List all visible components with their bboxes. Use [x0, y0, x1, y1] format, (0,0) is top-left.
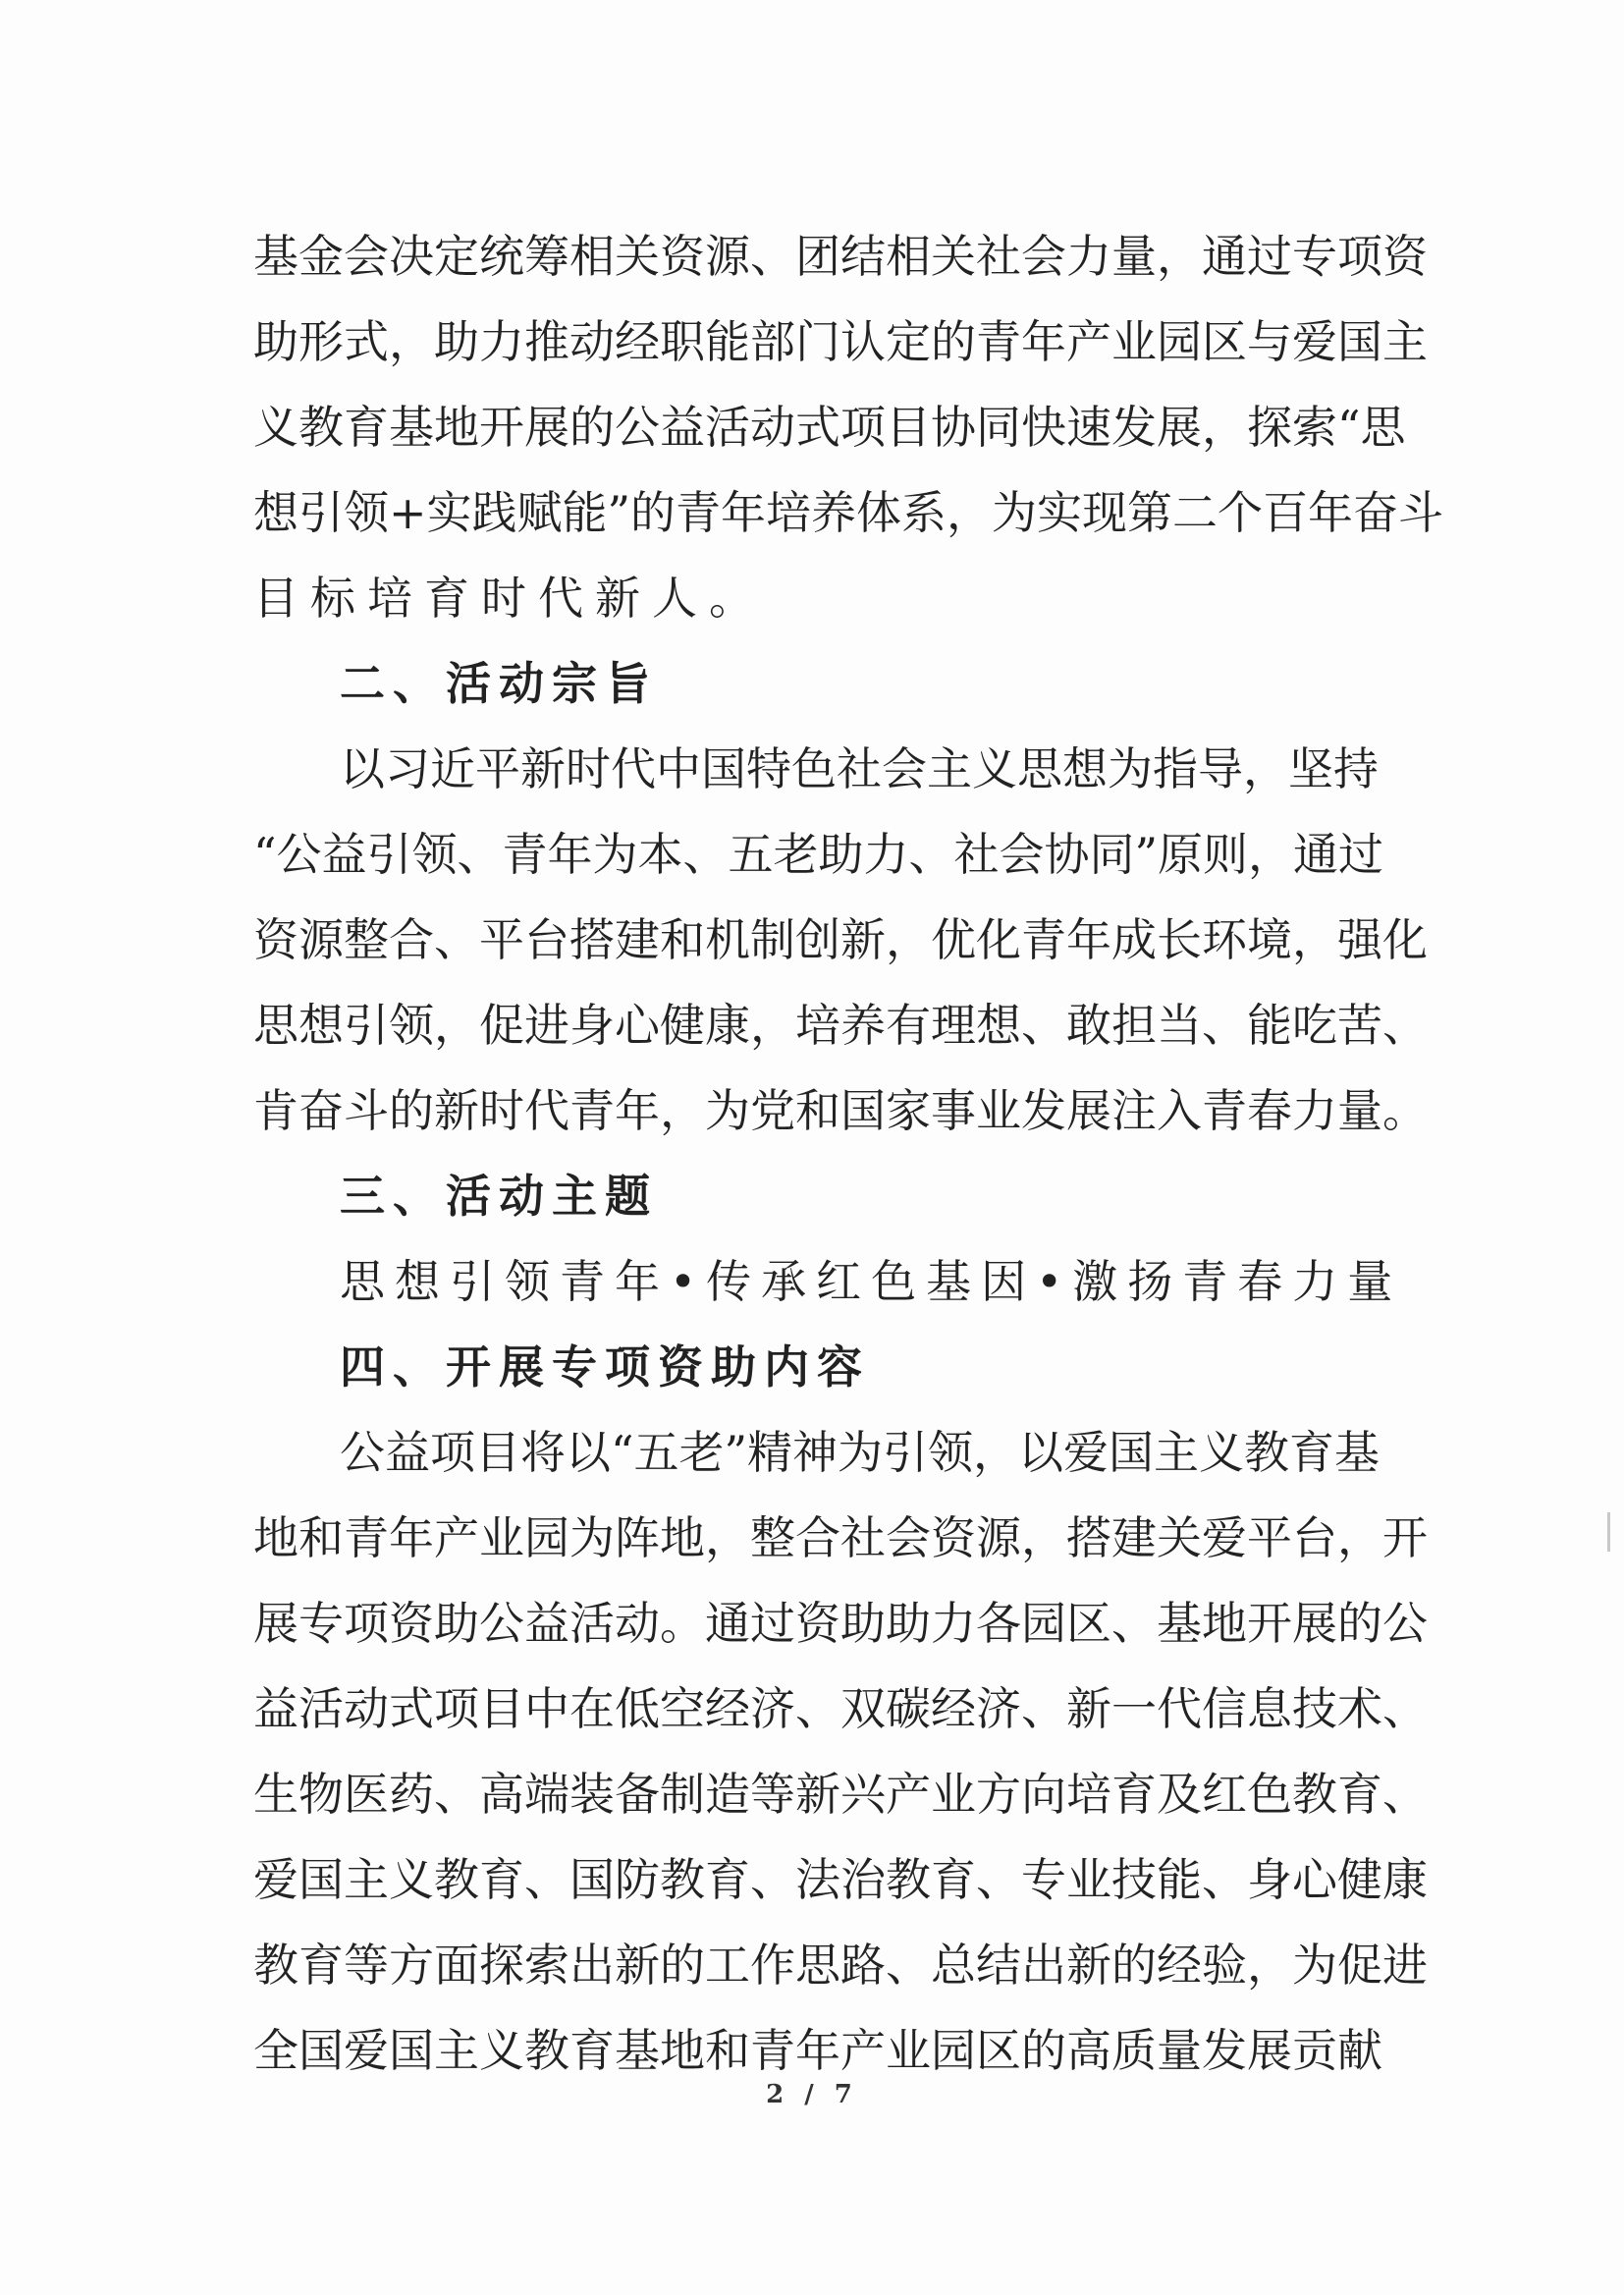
- text-line: 目标培育时代新人。: [253, 572, 766, 625]
- section-heading-funding-content: 四、开展专项资助内容: [340, 1340, 870, 1393]
- text-line: 全国爱国主义教育基地和青年产业园区的高质量发展贡献: [253, 2024, 1382, 2077]
- text-line: 想引领+实践赋能”的青年培养体系，为实现第二个百年奋斗: [253, 486, 1444, 539]
- scan-edge-mark: [1607, 1512, 1610, 1552]
- text-line: “公益引领、青年为本、五老助力、社会协同”原则，通过: [253, 828, 1384, 881]
- document-body: [253, 214, 1444, 2094]
- activity-theme: 思想引领青年•传承红色基因•激扬青春力量: [340, 1255, 1403, 1308]
- page-number: 2 / 7: [766, 2080, 858, 2109]
- text-line: 以习近平新时代中国特色社会主义思想为指导，坚持: [340, 742, 1379, 795]
- text-line: 益活动式项目中在低空经济、双碳经济、新一代信息技术、: [253, 1682, 1428, 1735]
- text-line: 展专项资助公益活动。通过资助助力各园区、基地开展的公: [253, 1597, 1428, 1650]
- text-line: 公益项目将以“五老”精神为引领，以爱国主义教育基: [340, 1426, 1380, 1479]
- section-heading-theme: 三、活动主题: [340, 1170, 658, 1223]
- text-line: 资源整合、平台搭建和机制创新，优化青年成长环境，强化: [253, 913, 1428, 966]
- text-line: 义教育基地开展的公益活动式项目协同快速发展，探索“思: [253, 401, 1406, 454]
- text-line: 思想引领，促进身心健康，培养有理想、敢担当、能吃苦、: [253, 999, 1428, 1052]
- text-line: 爱国主义教育、国防教育、法治教育、专业技能、身心健康: [253, 1853, 1428, 1906]
- text-line: 肯奋斗的新时代青年，为党和国家事业发展注入青春力量。: [253, 1084, 1428, 1137]
- text-line: 助形式，助力推动经职能部门认定的青年产业园区与爱国主: [253, 315, 1428, 368]
- text-line: 生物医药、高端装备制造等新兴产业方向培育及红色教育、: [253, 1768, 1428, 1821]
- text-line: 教育等方面探索出新的工作思路、总结出新的经验，为促进: [253, 1939, 1428, 1992]
- text-line: 地和青年产业园为阵地，整合社会资源，搭建关爱平台，开: [253, 1511, 1428, 1564]
- section-heading-purpose: 二、活动宗旨: [340, 657, 658, 710]
- text-line: 基金会决定统筹相关资源、团结相关社会力量，通过专项资: [253, 230, 1428, 283]
